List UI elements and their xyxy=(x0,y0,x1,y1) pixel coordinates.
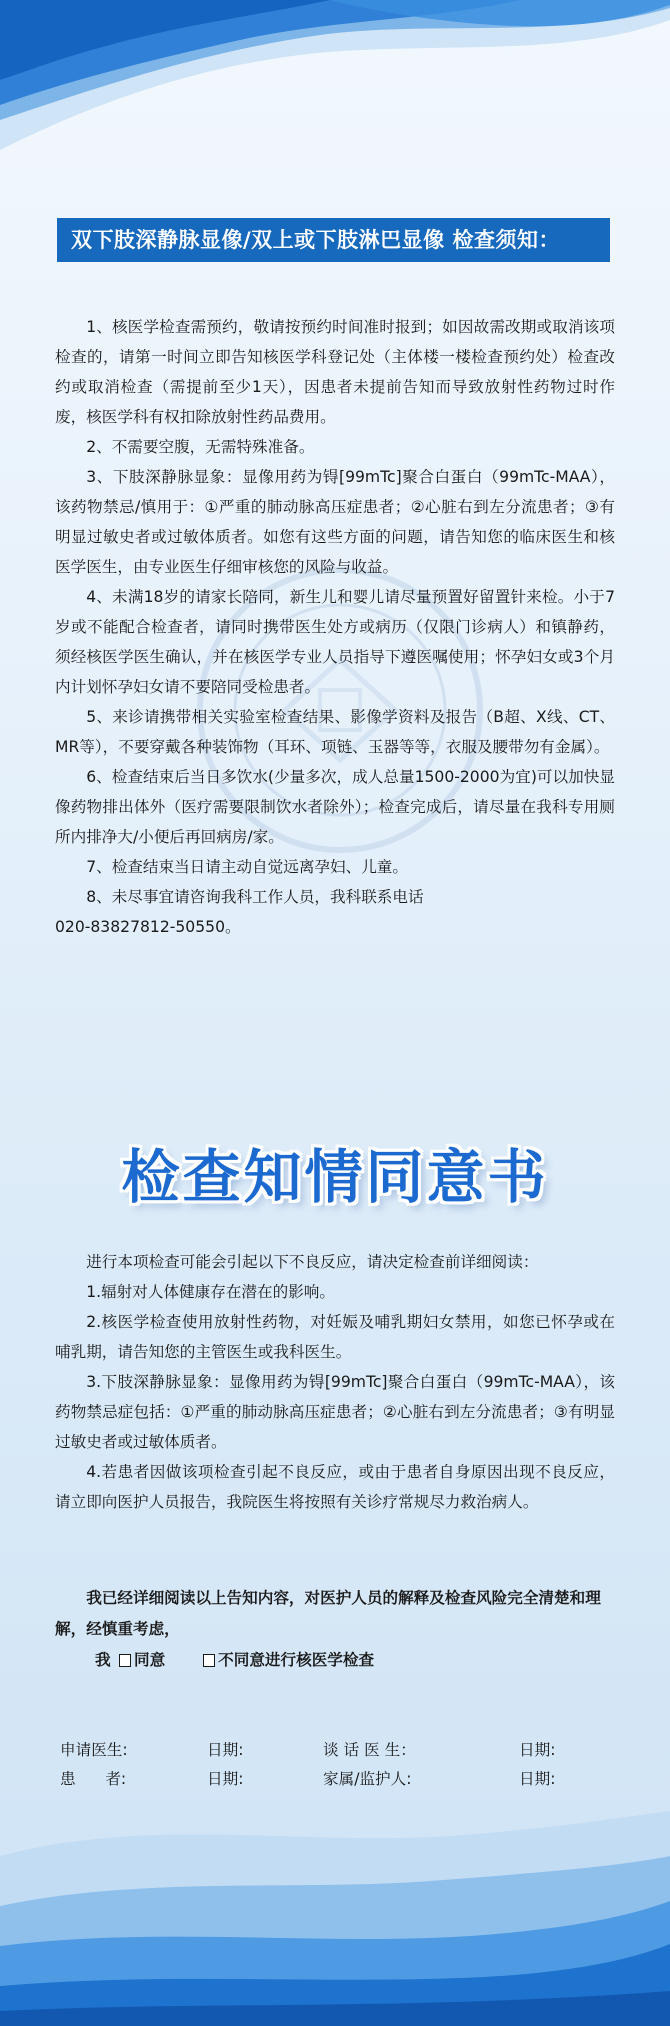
consent-title: 检查知情同意书 xyxy=(121,1143,549,1211)
notice-item-8: 8、未尽事宜请咨询我科工作人员，我科联系电话 xyxy=(86,888,424,906)
top-wave-decoration xyxy=(0,0,670,200)
notice-item-1: 1、核医学检查需预约，敬请按预约时间准时报到；如因故需改期或取消该项检查的，请第一时间立即告知核医学科登记处（主体楼一楼检查预约处）检查改约或取消检查（需提前至少1天），因患者未提前告知而导致放射性药物过时作废，核医学科有权扣除放射性药品费用。 xyxy=(55,318,615,426)
date-label-3: 日期: xyxy=(207,1770,244,1788)
notice-title-bar: 双下肢深静脉显像/双上或下肢淋巴显像 检查须知： xyxy=(57,218,610,262)
agree-label: 同意 xyxy=(134,1651,166,1669)
date-label-2: 日期: xyxy=(519,1741,556,1759)
consent-item-2: 2.核医学检查使用放射性药物，对妊娠及哺乳期妇女禁用，如您已怀孕或在哺乳期，请告知您的主管医生或我科医生。 xyxy=(55,1313,615,1361)
notice-section xyxy=(55,312,615,942)
notice-item-4: 4、未满18岁的请家长陪同，新生儿和婴儿请尽量预置好留置针来检。小于7岁或不能配合检查者，请同时携带医生处方或病历（仅限门诊病人）和镇静药，须经核医学医生确认，并在核医学专业人员指导下遵医嘱使用；怀孕妇女或3个月内计划怀孕妇女请不要陪同受检患者。 xyxy=(55,588,615,696)
agree-checkbox[interactable] xyxy=(119,1654,131,1667)
guardian-label: 家属/监护人: xyxy=(323,1770,412,1788)
consent-item-3: 3.下肢深静脉显象：显像用药为锝[99mTc]聚合白蛋白（99mTc-MAA），该药物禁忌症包括：①严重的肺动脉高压症患者；②心脏右到左分流患者；③有明显过敏史者或过敏体质者。 xyxy=(55,1373,615,1451)
date-label-4: 日期: xyxy=(519,1770,556,1788)
consent-section xyxy=(55,1247,615,1517)
consent-item-4: 4.若患者因做该项检查引起不良反应，或由于患者自身原因出现不良反应，请立即向医护人员报告，我院医生将按照有关诊疗常规尽力救治病人。 xyxy=(55,1463,615,1511)
talking-doctor-label: 谈 话 医 生： xyxy=(323,1741,416,1759)
declaration-text: 我已经详细阅读以上告知内容，对医护人员的解释及检查风险完全清楚和理解，经慎重考虑， xyxy=(55,1589,601,1638)
disagree-label: 不同意进行核医学检查 xyxy=(218,1651,375,1669)
bottom-wave-decoration xyxy=(0,1796,670,2026)
disagree-checkbox[interactable] xyxy=(203,1654,215,1667)
consent-intro: 进行本项检查可能会引起以下不良反应，请决定检查前详细阅读： xyxy=(86,1253,539,1271)
notice-item-7: 7、检查结束当日请主动自觉远离孕妇、儿童。 xyxy=(86,858,408,876)
agreement-section xyxy=(55,1583,615,1676)
date-label-1: 日期: xyxy=(207,1741,244,1759)
notice-item-2: 2、不需要空腹，无需特殊准备。 xyxy=(86,438,315,456)
contact-phone: 020-83827812-50550。 xyxy=(55,918,241,936)
agreement-choice-row xyxy=(55,1645,615,1676)
requesting-doctor-label: 申请医生: xyxy=(60,1741,128,1759)
patient-label: 患 者: xyxy=(60,1770,127,1788)
choice-prefix: 我 xyxy=(95,1651,111,1669)
consent-item-1: 1.辐射对人体健康存在潜在的影响。 xyxy=(86,1283,335,1301)
notice-item-3: 3、下肢深静脉显象：显像用药为锝[99mTc]聚合白蛋白（99mTc-MAA），该药物禁忌/慎用于：①严重的肺动脉高压症患者；②心脏右到左分流患者；③有明显过敏史者或过敏体质者。如您有这些方面的问题，请告知您的临床医生和核医学医生，由专业医生仔细审核您的风险与收益。 xyxy=(55,468,615,576)
notice-item-5: 5、来诊请携带相关实验室检查结果、影像学资料及报告（B超、X线、CT、MR等），不要穿戴各种装饰物（耳环、项链、玉器等等，衣服及腰带勿有金属）。 xyxy=(55,708,615,756)
notice-item-6: 6、检查结束后当日多饮水(少量多次，成人总量1500-2000为宜)可以加快显像药物排出体外（医疗需要限制饮水者除外）；检查完成后，请尽量在我科专用厕所内排净大/小便后再回病房/家。 xyxy=(55,768,615,846)
